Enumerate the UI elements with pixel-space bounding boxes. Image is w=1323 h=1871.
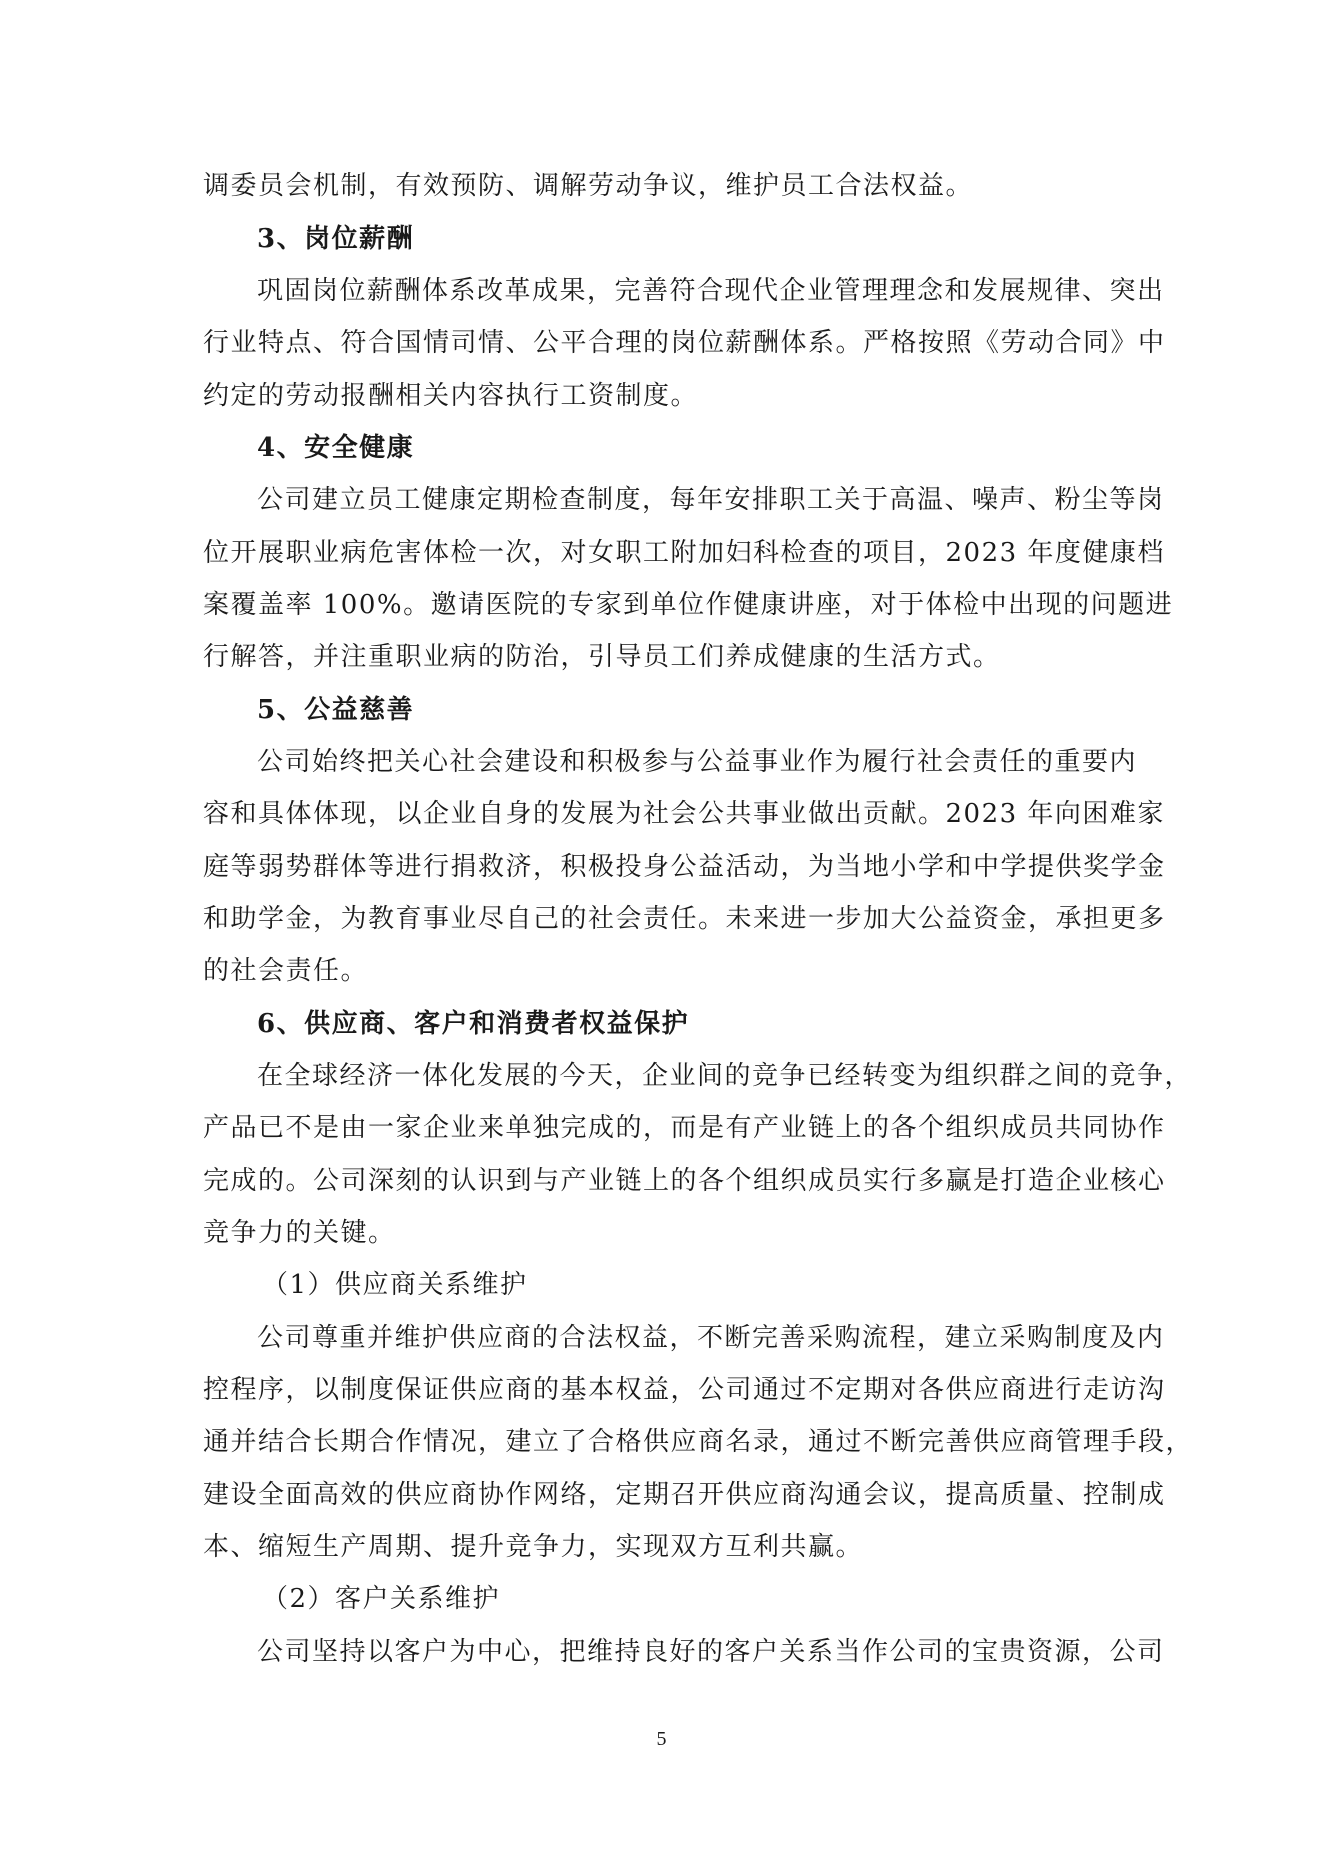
body-text-line: 案覆盖率 100%。邀请医院的专家到单位作健康讲座，对于体检中出现的问题进 — [203, 590, 1174, 620]
body-text-line: 控程序，以制度保证供应商的基本权益，公司通过不定期对各供应商进行走访沟 — [203, 1375, 1166, 1405]
body-text-line: 产品已不是由一家企业来单独完成的，而是有产业链上的各个组织成员共同协作 — [203, 1113, 1166, 1143]
body-text-line: 约定的劳动报酬相关内容执行工资制度。 — [203, 381, 699, 411]
section-heading: 4、安全健康 — [257, 433, 415, 463]
section-heading: 3、岗位薪酬 — [257, 224, 415, 254]
body-text-line: 公司尊重并维护供应商的合法权益，不断完善采购流程，建立采购制度及内 — [257, 1323, 1165, 1353]
body-text-line: 巩固岗位薪酬体系改革成果，完善符合现代企业管理理念和发展规律、突出 — [257, 276, 1165, 306]
body-text-line: 容和具体体现，以企业自身的发展为社会公共事业做出贡献。2023 年向困难家 — [203, 799, 1165, 829]
body-text-line: 公司始终把关心社会建设和积极参与公益事业作为履行社会责任的重要内 — [257, 747, 1138, 777]
body-text-line: 位开展职业病危害体检一次，对女职工附加妇科检查的项目，2023 年度健康档 — [203, 538, 1165, 568]
body-text-line: 本、缩短生产周期、提升竞争力，实现双方互利共赢。 — [203, 1532, 864, 1562]
section-heading: 6、供应商、客户和消费者权益保护 — [257, 1009, 690, 1039]
body-text-line: 完成的。公司深刻的认识到与产业链上的各个组织成员实行多赢是打造企业核心 — [203, 1166, 1166, 1196]
body-text-line: 竞争力的关键。 — [203, 1218, 396, 1248]
body-text-line: 的社会责任。 — [203, 956, 369, 986]
body-text-line: 公司坚持以客户为中心，把维持良好的客户关系当作公司的宝贵资源，公司 — [257, 1637, 1165, 1667]
body-text-line: 行解答，并注重职业病的防治，引导员工们养成健康的生活方式。 — [203, 642, 1001, 672]
subsection-heading: （1）供应商关系维护 — [262, 1270, 528, 1300]
subsection-heading: （2）客户关系维护 — [262, 1584, 501, 1614]
body-text-line: 公司建立员工健康定期检查制度，每年安排职工关于高温、噪声、粉尘等岗 — [257, 485, 1165, 515]
body-text-line: 和助学金，为教育事业尽自己的社会责任。未来进一步加大公益资金，承担更多 — [203, 904, 1166, 934]
body-text-line: 调委员会机制，有效预防、调解劳动争议，维护员工合法权益。 — [203, 171, 974, 201]
body-text-line: 行业特点、符合国情司情、公平合理的岗位薪酬体系。严格按照《劳动合同》中 — [203, 328, 1166, 358]
body-text-line: 通并结合长期合作情况，建立了合格供应商名录，通过不断完善供应商管理手段， — [203, 1427, 1194, 1457]
section-heading: 5、公益慈善 — [257, 695, 415, 725]
body-text-line: 建设全面高效的供应商协作网络，定期召开供应商沟通会议，提高质量、控制成 — [203, 1480, 1166, 1510]
page-number: 5 — [656, 1728, 667, 1750]
body-text-line: 在全球经济一体化发展的今天，企业间的竞争已经转变为组织群之间的竞争， — [257, 1061, 1193, 1091]
body-text-line: 庭等弱势群体等进行捐救济，积极投身公益活动，为当地小学和中学提供奖学金 — [203, 852, 1166, 882]
